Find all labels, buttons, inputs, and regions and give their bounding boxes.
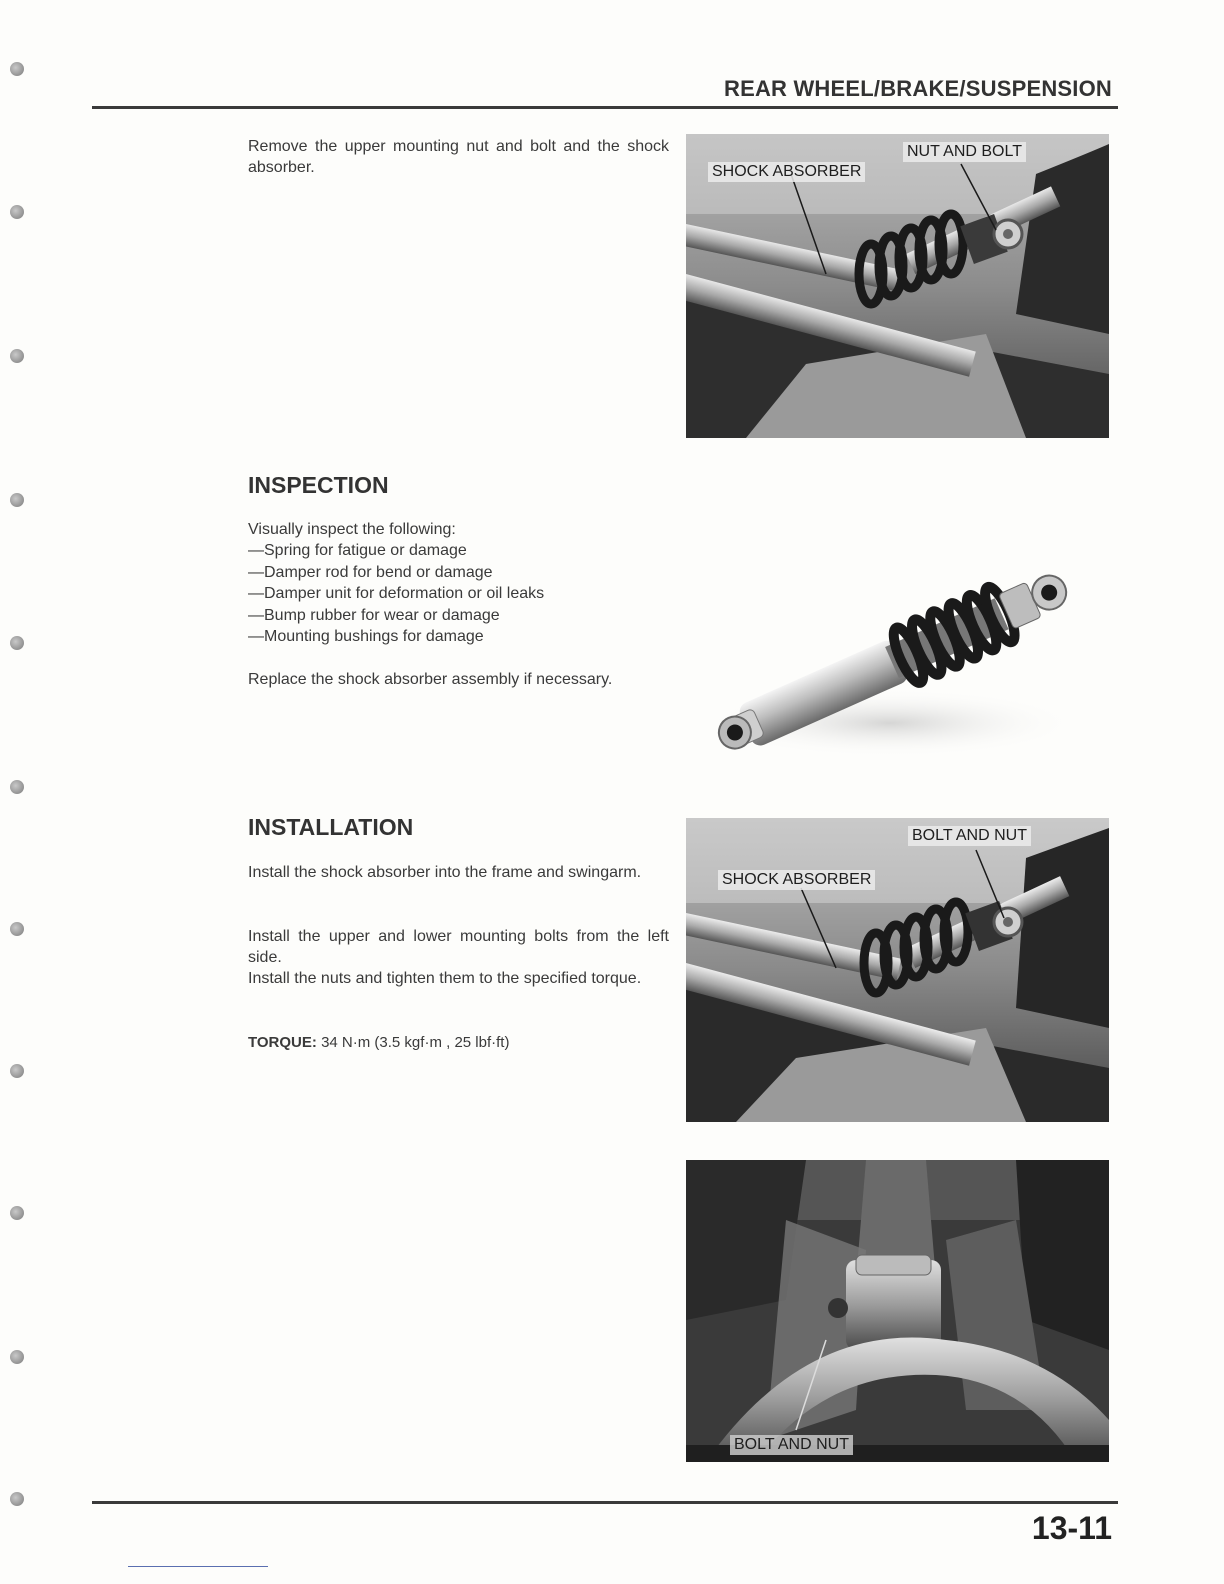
binder-hole xyxy=(10,62,24,76)
binder-hole xyxy=(10,636,24,650)
list-item: —Mounting bushings for damage xyxy=(248,628,484,645)
list-item: —Damper unit for deformation or oil leaks xyxy=(248,585,545,602)
list-item: —Damper rod for bend or damage xyxy=(248,563,493,581)
callout-bolt-and-nut: BOLT AND NUT xyxy=(908,826,1031,846)
binder-hole xyxy=(10,780,24,794)
binder-hole xyxy=(10,205,24,219)
binder-hole xyxy=(10,1350,24,1364)
binder-hole xyxy=(10,1492,24,1506)
footer-rule xyxy=(92,1501,1118,1504)
installation-heading: INSTALLATION xyxy=(248,814,414,840)
binder-hole xyxy=(10,493,24,507)
list-item: —Bump rubber for wear or damage xyxy=(248,606,500,624)
shock-absorber-photo xyxy=(690,548,1100,768)
inspection-list xyxy=(248,540,544,648)
inspection-replace-note: Replace the shock absorber assembly if necessary. xyxy=(248,671,613,688)
footnote-line xyxy=(128,1566,268,1567)
header-rule xyxy=(92,106,1118,109)
torque-label: TORQUE: xyxy=(248,1034,317,1051)
binder-hole xyxy=(10,922,24,936)
torque-value: 34 N·m (3.5 kgf·m , 25 lbf·ft) xyxy=(321,1034,510,1051)
binder-hole xyxy=(10,1064,24,1078)
list-item: —Spring for fatigue or damage xyxy=(248,542,467,559)
installation-paragraph-1: Install the shock absorber into the frame and swingarm. xyxy=(248,864,642,881)
torque-spec xyxy=(248,1032,509,1053)
callout-shock-absorber: SHOCK ABSORBER xyxy=(708,162,865,182)
shock-removal-photo xyxy=(686,134,1109,438)
shock-installation-photo xyxy=(686,818,1109,1122)
removal-text: Remove the upper mounting nut and bolt and the shock absorber. xyxy=(248,138,669,176)
callout-bolt-and-nut: BOLT AND NUT xyxy=(730,1435,853,1455)
callout-shock-absorber: SHOCK ABSORBER xyxy=(718,870,875,890)
page-number: 13-11 xyxy=(1031,1510,1112,1546)
inspection-intro: Visually inspect the following: xyxy=(248,521,456,538)
binder-hole xyxy=(10,349,24,363)
installation-paragraph-2: Install the upper and lower mounting bolts from the left side. xyxy=(248,928,669,966)
callout-nut-and-bolt: NUT AND BOLT xyxy=(903,142,1026,162)
section-header-title: REAR WHEEL/BRAKE/SUSPENSION xyxy=(724,76,1112,101)
installation-paragraph-3: Install the nuts and tighten them to the specified torque. xyxy=(248,970,642,987)
lower-mount-photo xyxy=(686,1160,1109,1462)
binder-hole xyxy=(10,1206,24,1220)
inspection-heading: INSPECTION xyxy=(248,472,389,498)
